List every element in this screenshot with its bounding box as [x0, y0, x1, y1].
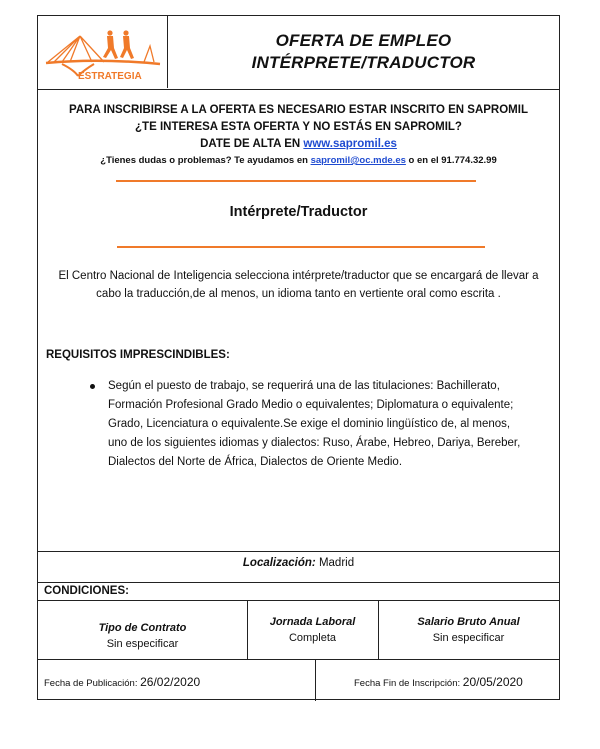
publication-date-value: 26/02/2020: [140, 675, 201, 689]
requirement-text: Según el puesto de trabajo, se requerirá una de las titulaciones: Bachillerato, Formación Profesional Grado Medio o equivalentes; Diplomatura o equivalente; Grado, Licenciatura o equivalente.Se exige el dominio lingüístico de, al menos, uno de los siguientes idiomas y dialectos: Ruso, Árabe, Hebreo, Dariya, Bereber, Dialectos del Norte de África, Dialectos de Oriente Medio.: [108, 380, 521, 468]
requirements-list: [90, 377, 531, 472]
requirement-item: [90, 377, 531, 472]
location-value: Madrid: [315, 557, 355, 569]
notice-line-4: [38, 153, 559, 169]
divider: [38, 600, 559, 601]
registration-notice: [38, 102, 559, 169]
job-title: Intérprete/Traductor: [229, 204, 368, 220]
condition-salary: [378, 610, 559, 650]
notice-line-1: PARA INSCRIBIRSE A LA OFERTA ES NECESARIO ESTAR INSCRITO EN SAPROMIL: [69, 104, 528, 116]
logo-cell: [38, 16, 168, 88]
condition-value: Sin especificar: [432, 632, 505, 644]
divider: [38, 582, 559, 583]
job-description: El Centro Nacional de Inteligencia selecciona intérprete/traductor que se encargará de llevar a cabo la traducción,de al menos, un idioma tanto en vertiente oral como escrita .: [58, 270, 539, 300]
publication-date-label: Fecha de Publicación:: [44, 678, 141, 689]
title-cell: [168, 16, 559, 88]
bullet-icon: [90, 384, 95, 389]
requirements-heading: REQUISITOS IMPRESCINDIBLES:: [46, 349, 230, 361]
notice-line-2: ¿TE INTERESA ESTA OFERTA Y NO ESTÁS EN SAPROMIL?: [135, 121, 462, 133]
conditions-heading: CONDICIONES:: [44, 585, 129, 597]
condition-label: Jornada Laboral: [269, 616, 356, 628]
orange-divider-bottom: [117, 246, 485, 248]
registration-end-date: [354, 675, 523, 689]
notice-line-3-text: DATE DE ALTA EN: [200, 138, 304, 150]
condition-label: Tipo de Contrato: [98, 622, 187, 634]
end-date-label: Fecha Fin de Inscripción:: [354, 678, 463, 689]
end-date-value: 20/05/2020: [462, 675, 523, 689]
orange-divider-top: [116, 180, 476, 182]
divider: [38, 659, 559, 660]
document-subtitle: INTÉRPRETE/TRADUCTOR: [251, 53, 476, 72]
job-offer-document: [37, 15, 560, 700]
phone-text: o en el 91.774.32.99: [405, 155, 497, 166]
location-label: Localización:: [242, 557, 316, 569]
location: [38, 557, 559, 569]
divider: [38, 551, 559, 552]
help-text: ¿Tienes dudas o problemas? Te ayudamos en: [100, 155, 311, 166]
condition-working-hours: [247, 610, 378, 650]
publication-date: [44, 675, 200, 689]
divider: [315, 659, 316, 701]
header: [38, 16, 559, 90]
condition-value: Completa: [288, 632, 337, 644]
estrategia-logo: [44, 24, 162, 82]
notice-line-3: [38, 136, 559, 153]
email-link[interactable]: sapromil@oc.mde.es: [310, 155, 406, 166]
sapromil-link[interactable]: www.sapromil.es: [303, 138, 397, 150]
logo-text: ESTRATEGIA: [78, 71, 142, 82]
condition-contract-type: [38, 616, 247, 656]
document-title: OFERTA DE EMPLEO: [275, 31, 452, 50]
condition-value: Sin especificar: [106, 638, 179, 650]
condition-label: Salario Bruto Anual: [417, 616, 520, 628]
